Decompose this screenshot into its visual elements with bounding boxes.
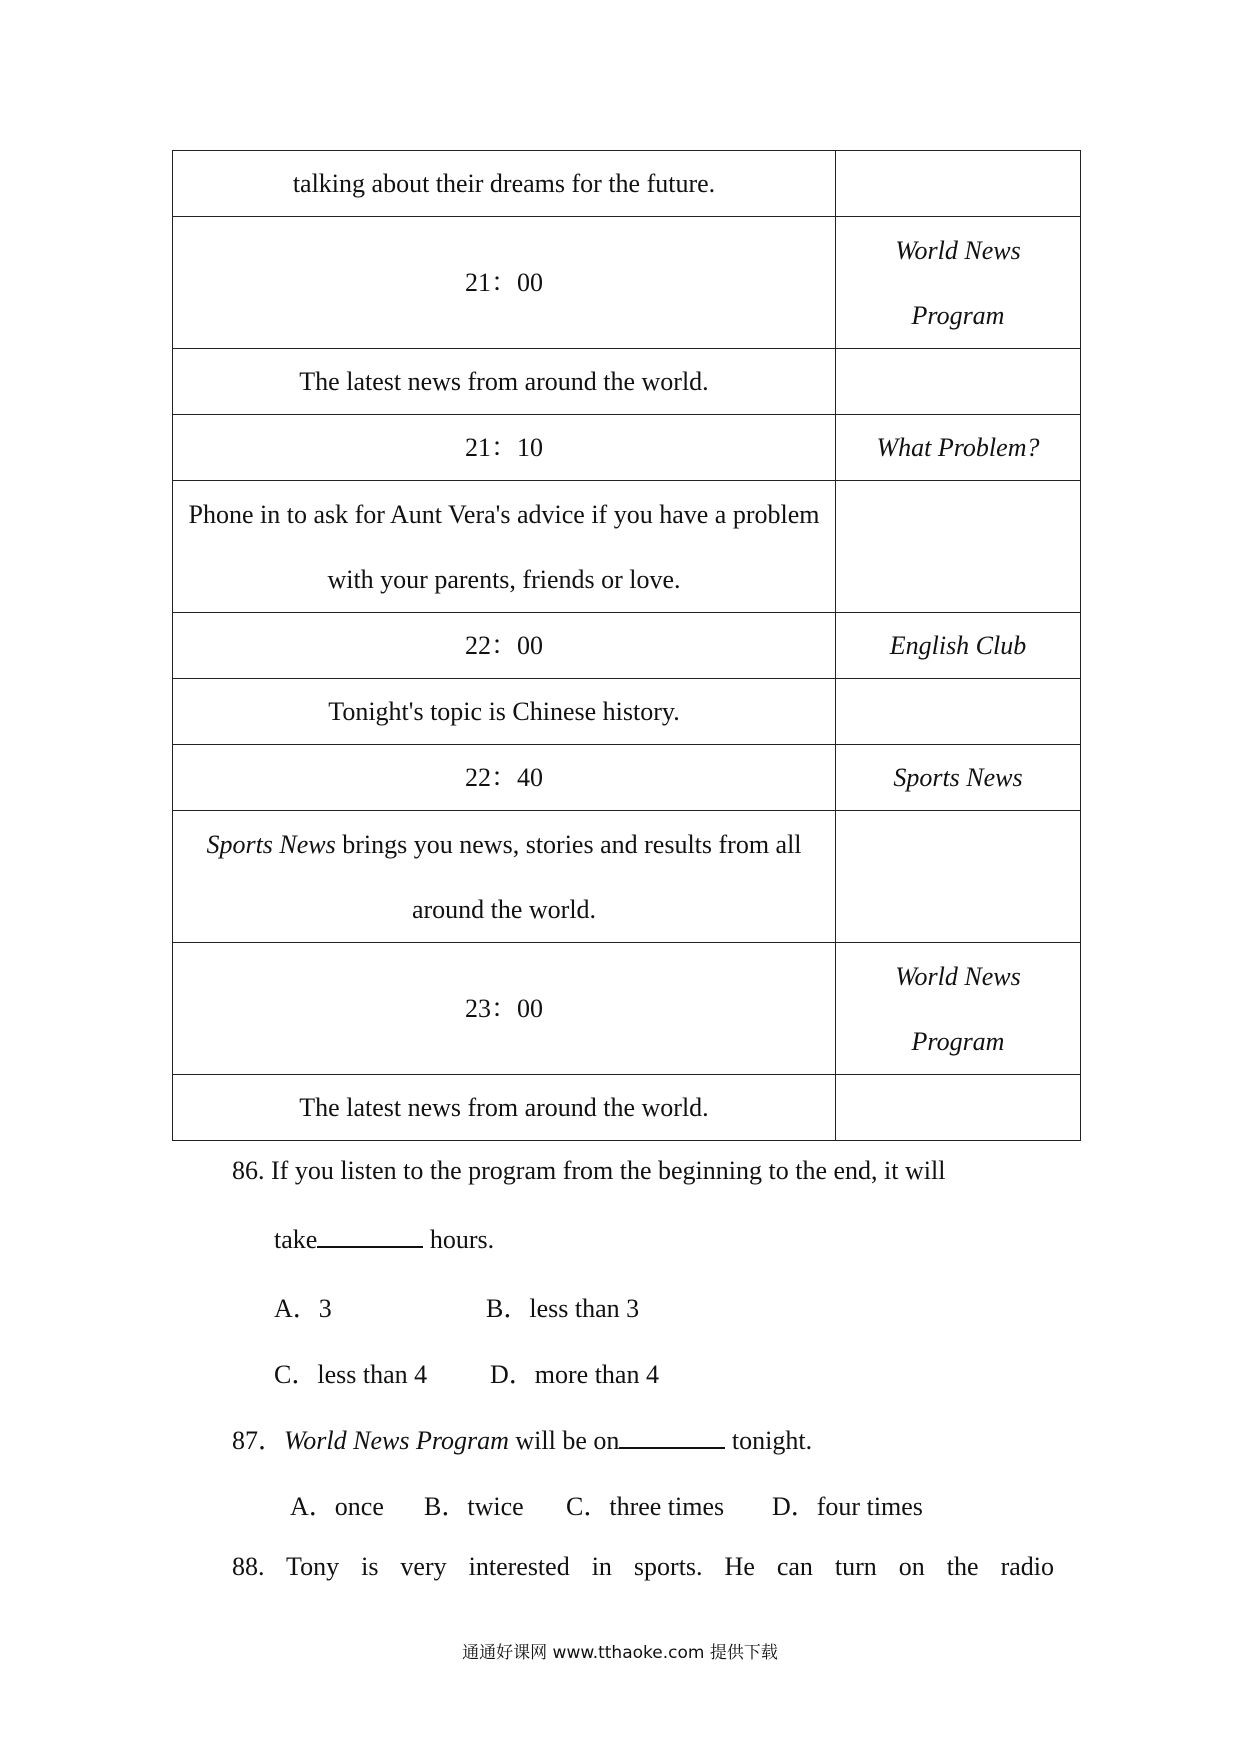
program-time: 21：00 xyxy=(173,217,836,349)
program-description: Phone in to ask for Aunt Vera's advice if you have a problem with your parents, friends or love. xyxy=(173,481,836,613)
option-c: C．less than 4 xyxy=(274,1360,428,1389)
program-time: 21：10 xyxy=(173,415,836,481)
option-b: B．twice xyxy=(424,1492,524,1521)
program-name: World News Program xyxy=(836,217,1081,349)
table-row xyxy=(173,943,1081,1075)
table-row xyxy=(173,1075,1081,1141)
program-name: World News Program xyxy=(836,943,1081,1075)
program-description-italic: Sports News xyxy=(206,829,336,859)
question-88-stem: 88. Tony is very interested in sports. He can turn on the radio xyxy=(232,1552,1054,1581)
question-87-stem: 87．World News Program will be on tonight. xyxy=(232,1420,812,1457)
option-d: D．four times xyxy=(772,1492,923,1521)
option-a: A．3 xyxy=(274,1294,332,1323)
option-b: B．less than 3 xyxy=(486,1294,640,1323)
program-description xyxy=(173,811,836,943)
table-row xyxy=(173,151,1081,217)
question-86-stem-end: take hours. xyxy=(274,1222,494,1255)
program-description: The latest news from around the world. xyxy=(173,1075,836,1141)
program-time: 22：00 xyxy=(173,613,836,679)
table-row xyxy=(173,811,1081,943)
answer-blank xyxy=(317,1222,423,1248)
table-row xyxy=(173,217,1081,349)
program-name: What Problem? xyxy=(836,415,1081,481)
table-row xyxy=(173,481,1081,613)
schedule-table xyxy=(172,150,1081,1141)
program-description: The latest news from around the world. xyxy=(173,349,836,415)
option-a: A．once xyxy=(290,1492,384,1521)
program-time: 23：00 xyxy=(173,943,836,1075)
question-86-stem: 86. If you listen to the program from the beginning to the end, it will xyxy=(232,1156,946,1185)
program-description-rest: brings you news, stories and results from all around the world. xyxy=(335,829,802,924)
program-name: Sports News xyxy=(836,745,1081,811)
table-row xyxy=(173,679,1081,745)
program-description: talking about their dreams for the future. xyxy=(173,151,836,217)
answer-blank xyxy=(619,1423,725,1449)
option-d: D．more than 4 xyxy=(490,1360,659,1389)
table-row xyxy=(173,613,1081,679)
program-description: Tonight's topic is Chinese history. xyxy=(173,679,836,745)
table-row xyxy=(173,745,1081,811)
program-name xyxy=(836,151,1081,217)
table-row xyxy=(173,349,1081,415)
program-time: 22：40 xyxy=(173,745,836,811)
program-name: English Club xyxy=(836,613,1081,679)
option-c: C．three times xyxy=(566,1492,725,1521)
page-footer: 通通好课网 www.tthaoke.com 提供下载 xyxy=(462,1643,778,1663)
table-row xyxy=(173,415,1081,481)
